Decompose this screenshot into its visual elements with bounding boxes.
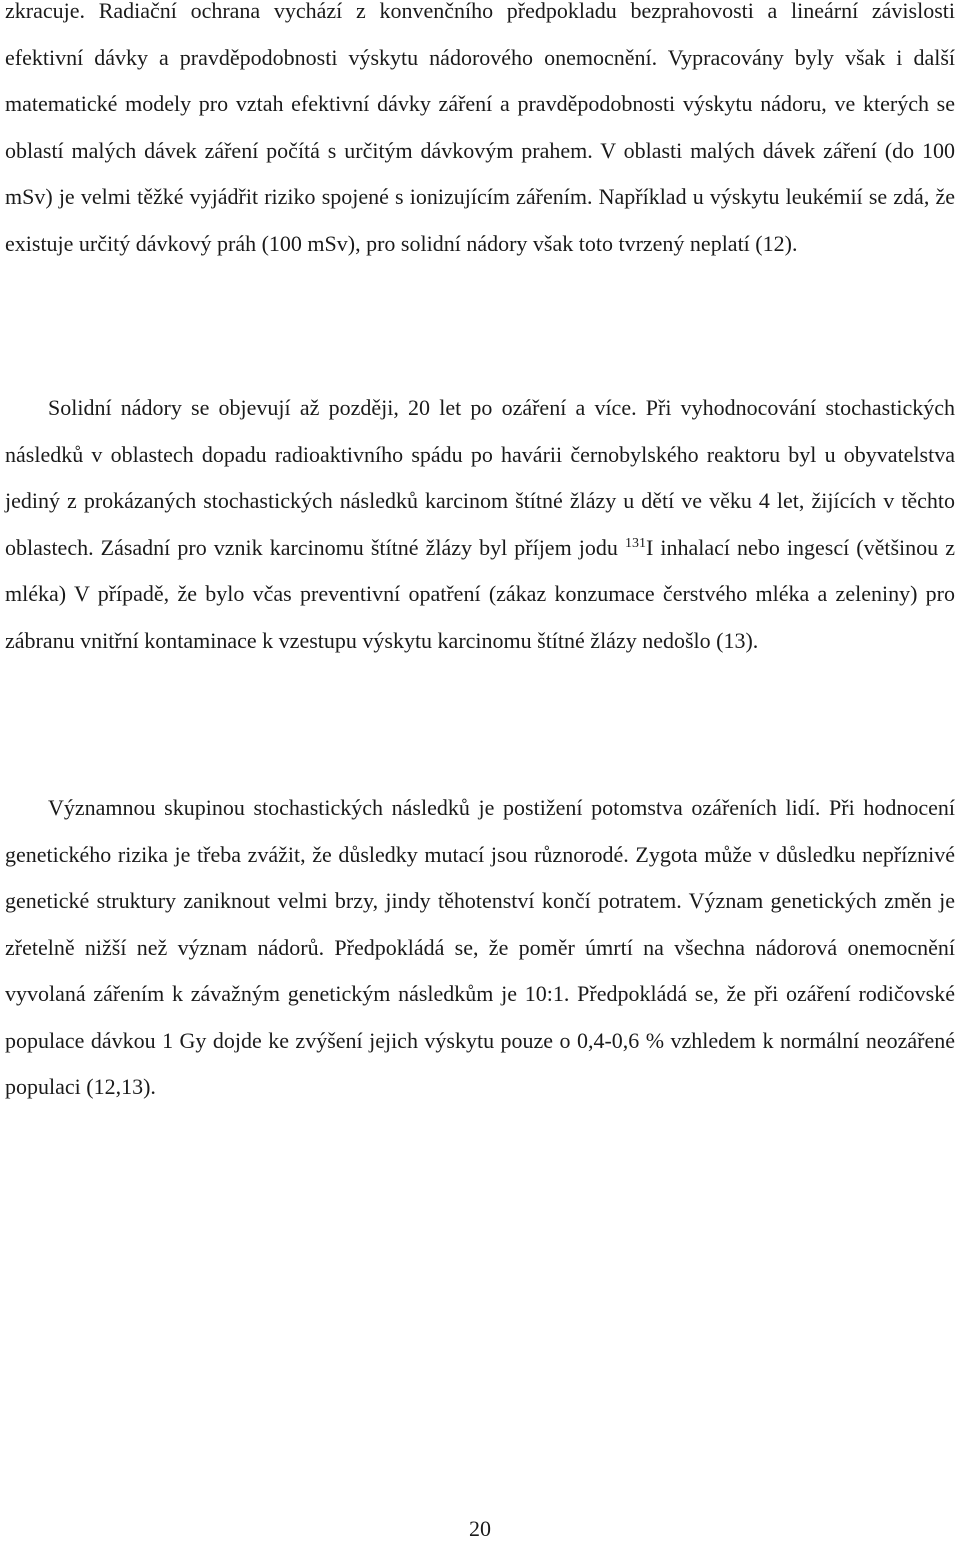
- isotope-mass-number: 131: [624, 535, 646, 551]
- page-number: 20: [469, 1516, 491, 1541]
- paragraph-2-text-after: I inhalací nebo ingescí (většinou z mléka) V případě, že bylo včas preventivní opatření (zákaz konzumace čerstvého mléka a zeleniny) pro zábranu vnitřní kontaminace k vzestupu výskytu karcinomu štítné žlázy nedošlo (13).: [5, 534, 955, 653]
- paragraph-genetic-effects: [5, 785, 955, 1111]
- paragraph-2-text-before: Solidní nádory se objevují až později, 20 let po ozáření a více. Při vyhodnocování stochastických následků v oblastech dopadu radioaktivního spádu po havárii černobylského reaktoru byl u obyvatelstva jediný z prokázaných stochastických následků karcinom štítné žlázy u dětí ve věku 4 let, žijících v těchto oblastech. Zásadní pro vznik karcinomu štítné žlázy byl příjem jodu: [5, 395, 955, 560]
- paragraph-3-text: Významnou skupinou stochastických následků je postižení potomstva ozářeních lidí. Při hodnocení genetického rizika je třeba zvážit, že důsledky mutací jsou různorodé. Zygota může v důsledku nepříznivé genetické struktury zaniknout velmi brzy, jindy těhotenství končí potratem. Význam genetických změn je zřetelně nižší než význam nádorů. Předpokládá se, že poměr úmrtí na všechna nádorová onemocnění vyvolaná zářením k závažným genetickým následkům je 10:1. Předpokládá se, že při ozáření rodičovské populace dávkou 1 Gy dojde ke zvýšení jejich výskytu pouze o 0,4-0,6 % vzhledem k normální neozářené populaci (12,13).: [5, 795, 955, 1099]
- paragraph-solid-tumors: [5, 385, 955, 664]
- paragraph-radiation-protection: [5, 0, 955, 267]
- paragraph-1-text: zkracuje. Radiační ochrana vychází z konvenčního předpokladu bezprahovosti a lineární závislosti efektivní dávky a pravděpodobnosti výskytu nádorového onemocnění. Vypracovány byly však i další matematické modely pro vztah efektivní dávky záření a pravděpodobnosti výskytu nádoru, ve kterých se oblastí malých dávek záření počítá s určitým dávkovým prahem. V oblasti malých dávek záření (do 100 mSv) je velmi těžké vyjádřit riziko spojené s ionizujícím zářením. Například u výskytu leukémií se zdá, že existuje určitý dávkový práh (100 mSv), pro solidní nádory však toto tvrzený neplatí (12).: [5, 0, 955, 256]
